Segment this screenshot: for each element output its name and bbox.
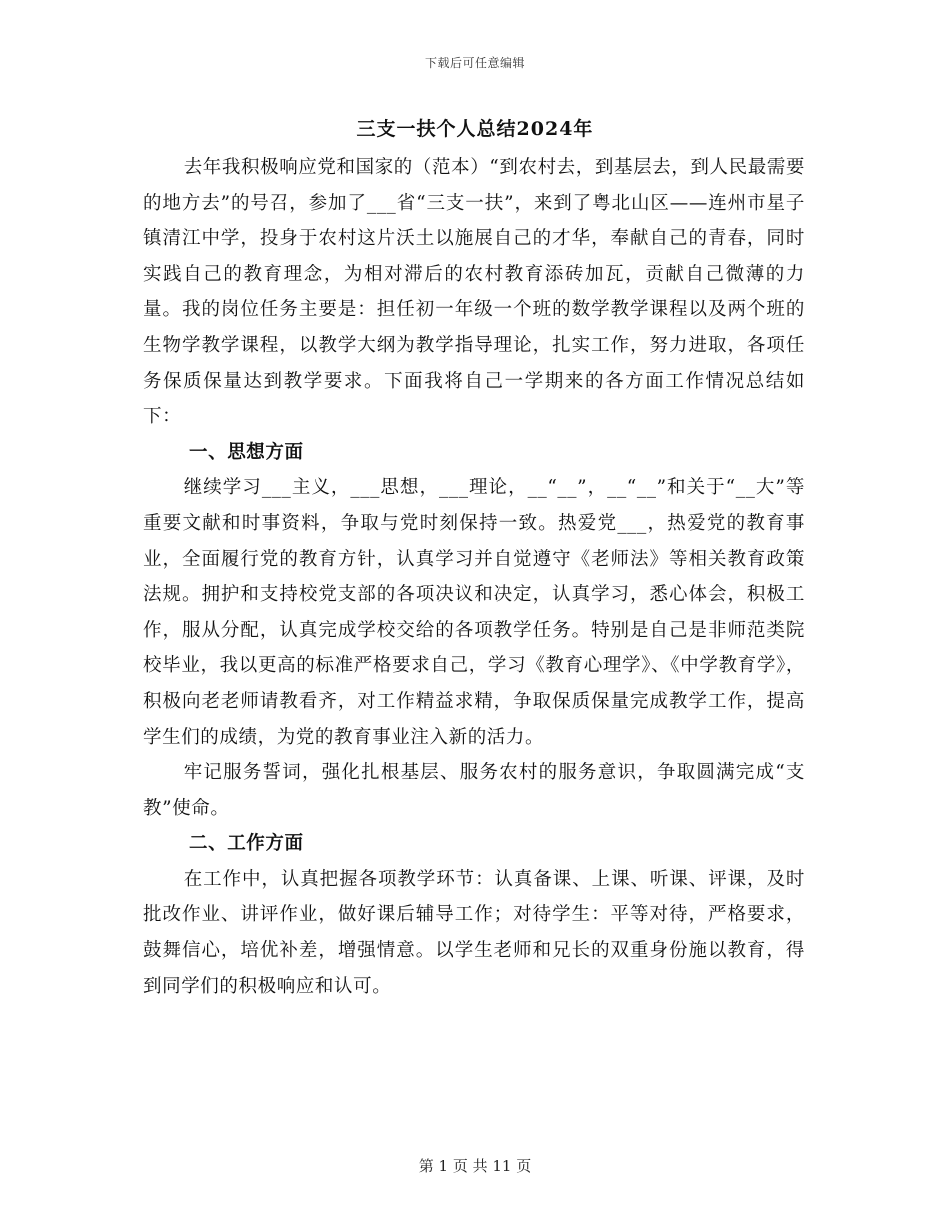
section-heading-thought: 一、思想方面 — [189, 441, 304, 463]
thought-paragraph-1: 继续学习___主义，___思想，___理论，__“__”，__“__”和关于“__大”等重要文献和时事资料，争取与党时刻保持一致。热爱党___，热爱党的教育事业，全面履行党的教育方针，认真学习并自觉遵守《老师法》等相关教育政策法规。拥护和支持校党支部的各项决议和决定，认真学习，悉心体会，积极工作，服从分配，认真完成学校交给的各项教学任务。特别是自己是非师范类院校毕业，我以更高的标准严格要求自己，学习《教育心理学》、《中学教育学》，积极向老老师请教看齐，对工作精益求精，争取保质保量完成教学工作，提高学生们的成绩，为党的教育事业注入新的活力。 — [143, 477, 805, 748]
document-body — [143, 150, 805, 1004]
section-heading-work: 二、工作方面 — [189, 833, 304, 855]
header-note: 下载后可任意编辑 — [424, 56, 525, 70]
document-title: 三支一扶个人总结2024年 — [356, 118, 594, 140]
intro-paragraph: 去年我积极响应党和国家的（范本）“到农村去，到基层去，到人民最需要的地方去”的号召，参加了___省“三支一扶”，来到了粤北山区——连州市星子镇清江中学，投身于农村这片沃土以施展自己的才华，奉献自己的青春，同时实践自己的教育理念，为相对滞后的农村教育添砖加瓦，贡献自己微薄的力量。我的岗位任务主要是：担任初一年级一个班的数学教学课程以及两个班的生物学教学课程，以教学大纲为教学指导理论，扎实工作，努力进取，各项任务保质保量达到教学要求。下面我将自己一学期来的各方面工作情况总结如下： — [143, 157, 805, 428]
work-paragraph-1: 在工作中，认真把握各项教学环节：认真备课、上课、听课、评课，及时批改作业、讲评作业，做好课后辅导工作；对待学生：平等对待，严格要求，鼓舞信心，培优补差，增强情意。以学生老师和兄长的双重身份施以教育，得到同学们的积极响应和认可。 — [143, 868, 805, 997]
page-indicator: 第 1 页 共 11 页 — [418, 1157, 532, 1175]
thought-paragraph-2: 牢记服务誓词，强化扎根基层、服务农村的服务意识，争取圆满完成“支教”使命。 — [143, 762, 805, 819]
